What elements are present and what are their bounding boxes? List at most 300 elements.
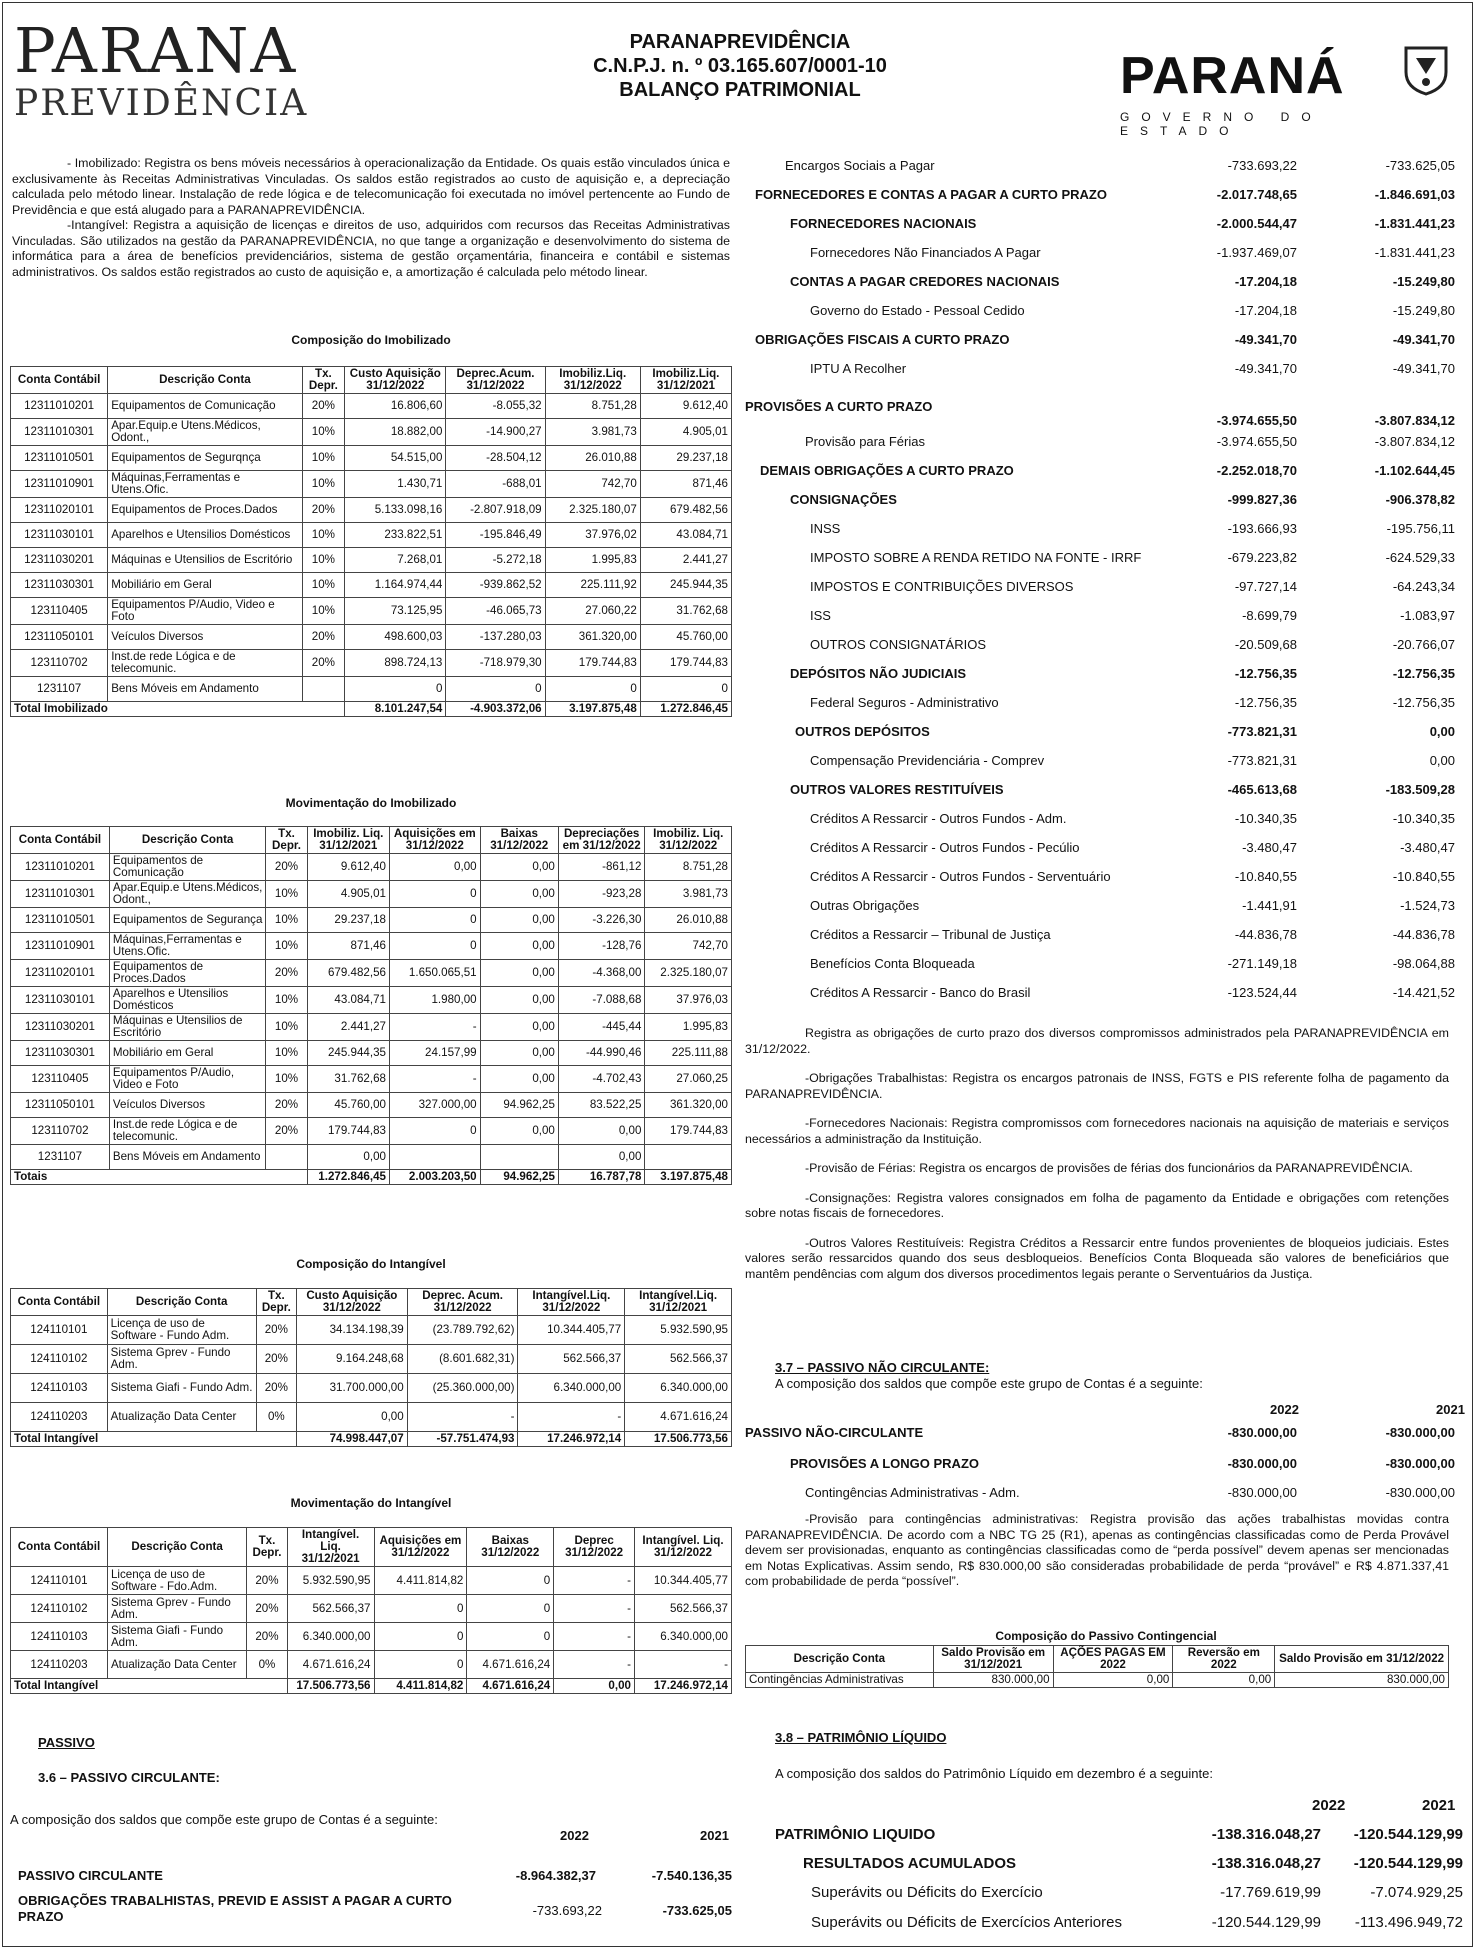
pcont-header-4: Saldo Provisão em 31/12/2022 bbox=[1275, 1646, 1449, 1673]
mov_imob-cell: 20% bbox=[266, 1093, 307, 1118]
comp_int-cell: Sistema Giafi - Fundo Adm. bbox=[107, 1374, 256, 1403]
comp_imob-cell: 0 bbox=[640, 677, 731, 702]
mov_int-cell: 4.671.616,24 bbox=[287, 1651, 374, 1679]
mov_int-cell: 5.932.590,95 bbox=[287, 1567, 374, 1595]
right-row bbox=[745, 956, 1467, 974]
comp_imob-cell: 16.806,60 bbox=[345, 394, 446, 419]
comp_imob-cell: Máquinas,Ferramentas e Utens.Ofic. bbox=[108, 471, 302, 498]
mov_imob-cell: 94.962,25 bbox=[480, 1093, 558, 1118]
right-row-label: ISS bbox=[810, 608, 831, 623]
comp_imob-cell: 0 bbox=[545, 677, 640, 702]
comp_imob-cell: Inst.de rede Lógica e de telecomunic. bbox=[108, 650, 302, 677]
right-row-2022: -44.836,78 bbox=[1234, 927, 1297, 942]
mov_imob-cell: 0,00 bbox=[558, 1118, 645, 1145]
comp_imob-row bbox=[11, 573, 732, 598]
mov_imob-cell bbox=[390, 1145, 481, 1170]
comp_imob-header-6: Imobiliz.Liq. 31/12/2021 bbox=[640, 367, 731, 394]
right-row-2021: -14.421,52 bbox=[1392, 985, 1455, 1000]
mov_imob-total-value: 94.962,25 bbox=[480, 1170, 558, 1185]
mov_imob-cell: 12311010501 bbox=[11, 908, 110, 933]
mov_imob-cell: 12311050101 bbox=[11, 1093, 110, 1118]
mov_imob-cell: 27.060,25 bbox=[645, 1066, 732, 1093]
mov_int-cell: 562.566,37 bbox=[635, 1595, 732, 1623]
comp_imob-total-value: 3.197.875,48 bbox=[545, 702, 640, 717]
right-row bbox=[745, 608, 1467, 626]
comp_imob-cell: 1.164.974,44 bbox=[345, 573, 446, 598]
mov_imob-cell: 1231107 bbox=[11, 1145, 110, 1170]
right-row-label: PROVISÕES A CURTO PRAZO bbox=[745, 399, 933, 414]
right-row-2022: -49.341,70 bbox=[1234, 332, 1297, 347]
right-row-label: FORNECEDORES NACIONAIS bbox=[790, 216, 977, 231]
comp_imob-cell: -688,01 bbox=[446, 471, 545, 498]
right-row-label: IMPOSTOS E CONTRIBUIÇÕES DIVERSOS bbox=[810, 579, 1074, 594]
comp_int-cell: 20% bbox=[256, 1374, 296, 1403]
comp_int-cell: 9.164.248,68 bbox=[296, 1345, 407, 1374]
mov_imob-row bbox=[11, 908, 732, 933]
logo-right-title: PARANÁ bbox=[1120, 47, 1345, 105]
right-row-label: OUTROS DEPÓSITOS bbox=[795, 724, 930, 739]
comp_int-cell: 0,00 bbox=[296, 1403, 407, 1432]
comp_int-header-5: Intangível.Liq. 31/12/2022 bbox=[518, 1289, 625, 1316]
mov_imob-cell: 0 bbox=[390, 908, 481, 933]
right-row-label: Outras Obrigações bbox=[810, 898, 920, 913]
mov_imob-header-2: Tx. Depr. bbox=[266, 827, 307, 854]
mov_int-cell: 0 bbox=[467, 1567, 554, 1595]
pl-row-2021: -120.544.129,99 bbox=[1353, 1826, 1463, 1843]
comp_int-cell: (25.360.000,00) bbox=[407, 1374, 518, 1403]
mov_imob-cell: 2.325.180,07 bbox=[645, 960, 732, 987]
comp_imob-cell: 20% bbox=[302, 498, 345, 523]
mov_imob-cell: 0,00 bbox=[480, 908, 558, 933]
pnc-row bbox=[745, 1425, 1467, 1443]
pnc-year-2021: 2021 bbox=[1436, 1402, 1465, 1417]
comp_imob-cell: -14.900,27 bbox=[446, 419, 545, 446]
passivo-circulante-heading: 3.6 – PASSIVO CIRCULANTE: bbox=[38, 1770, 220, 1785]
right-row-2022: -679.223,82 bbox=[1227, 550, 1297, 565]
mov_imob-row bbox=[11, 854, 732, 881]
mov_imob-header-7: Imobiliz. Liq. 31/12/2022 bbox=[645, 827, 732, 854]
mov_imob-cell: 0,00 bbox=[390, 854, 481, 881]
comp_imob-cell: Mobiliário em Geral bbox=[108, 573, 302, 598]
mov_imob-cell: 12311030201 bbox=[11, 1014, 110, 1041]
mov_imob-cell: 10% bbox=[266, 908, 307, 933]
mov_int-row bbox=[11, 1595, 732, 1623]
logo-right-subtitle: GOVERNO DO ESTADO bbox=[1120, 110, 1323, 138]
mov_imob-cell: 10% bbox=[266, 1066, 307, 1093]
mov_int-header-6: Deprec 31/12/2022 bbox=[554, 1528, 635, 1567]
comp_imob-cell: 27.060,22 bbox=[545, 598, 640, 625]
comp_imob-row bbox=[11, 625, 732, 650]
right-row bbox=[745, 550, 1467, 568]
right-row-2021: -49.341,70 bbox=[1392, 332, 1455, 347]
right-row-2021: -64.243,34 bbox=[1392, 579, 1455, 594]
pcont-desc: Contingências Administrativas bbox=[746, 1673, 934, 1688]
mov_imob-cell: - bbox=[390, 1014, 481, 1041]
mov-int-table bbox=[10, 1527, 732, 1694]
mov_imob-total-value: 16.787,78 bbox=[558, 1170, 645, 1185]
right-row-label: Compensação Previdenciária - Comprev bbox=[810, 753, 1045, 768]
mov_imob-row bbox=[11, 1118, 732, 1145]
passivo-circulante-breakdown bbox=[745, 158, 1467, 1008]
paranaprevidencia-logo bbox=[14, 14, 309, 124]
right-row-2022: -10.840,55 bbox=[1234, 869, 1297, 884]
comp_int-cell: 6.340.000,00 bbox=[625, 1374, 732, 1403]
right-row-2022: -2.017.748,65 bbox=[1216, 187, 1297, 202]
comp_imob-cell: 20% bbox=[302, 394, 345, 419]
pl-year-2022: 2022 bbox=[1312, 1797, 1346, 1814]
comp_imob-cell: 1.995,83 bbox=[545, 548, 640, 573]
mov_int-header-4: Aquisições em 31/12/2022 bbox=[374, 1528, 467, 1567]
comp_imob-cell: 29.237,18 bbox=[640, 446, 731, 471]
mov_imob-cell: 1.650.065,51 bbox=[390, 960, 481, 987]
mov_int-cell: 20% bbox=[247, 1595, 287, 1623]
mov_imob-cell: 31.762,68 bbox=[307, 1066, 389, 1093]
comp_int-row bbox=[11, 1374, 732, 1403]
comp_imob-cell: -5.272,18 bbox=[446, 548, 545, 573]
comp_int-cell: Sistema Gprev - Fundo Adm. bbox=[107, 1345, 256, 1374]
right-row-2021: -12.756,35 bbox=[1392, 666, 1455, 681]
right-row-label: Provisão para Férias bbox=[805, 434, 925, 449]
pnc-row-2021: -830.000,00 bbox=[1385, 1425, 1455, 1440]
mov_imob-cell: 12311010901 bbox=[11, 933, 110, 960]
pcont-row bbox=[746, 1673, 1449, 1688]
comp_int-cell: 124110102 bbox=[11, 1345, 108, 1374]
parana-crest-icon bbox=[1402, 44, 1450, 96]
comp_int-header-4: Deprec. Acum. 31/12/2022 bbox=[407, 1289, 518, 1316]
mov_imob-header-5: Baixas 31/12/2022 bbox=[480, 827, 558, 854]
right-row-2021: -1.083,97 bbox=[1400, 608, 1455, 623]
mov_imob-cell: -445,44 bbox=[558, 1014, 645, 1041]
mov_imob-cell: 245.944,35 bbox=[307, 1041, 389, 1066]
mov_imob-cell: 179.744,83 bbox=[307, 1118, 389, 1145]
pcont-header-0: Descrição Conta bbox=[746, 1646, 934, 1673]
mov_imob-cell: 0 bbox=[390, 881, 481, 908]
document-header bbox=[560, 30, 920, 102]
comp_int-cell: 0% bbox=[256, 1403, 296, 1432]
passivo-notes bbox=[745, 1026, 1449, 1282]
right-row-2022: -2.252.018,70 bbox=[1216, 463, 1297, 478]
pl-row-2022: -17.769.619,99 bbox=[1220, 1884, 1321, 1901]
right-row-2021: -10.840,55 bbox=[1392, 869, 1455, 884]
comp_imob-total-label: Total Imobilizado bbox=[11, 702, 345, 717]
mov_int-header-2: Tx. Depr. bbox=[247, 1528, 287, 1567]
comp_imob-cell: Equipamentos P/Audio, Video e Foto bbox=[108, 598, 302, 625]
pc-2021: -7.540.136,35 bbox=[651, 1868, 732, 1883]
mov_imob-total-value: 2.003.203,50 bbox=[390, 1170, 481, 1185]
right-row-label: OUTROS CONSIGNATÁRIOS bbox=[810, 637, 986, 652]
right-row bbox=[745, 898, 1467, 916]
comp_imob-row bbox=[11, 523, 732, 548]
comp_imob-cell: 10% bbox=[302, 471, 345, 498]
mov_imob-cell: -128,76 bbox=[558, 933, 645, 960]
mov_int-cell: 124110203 bbox=[11, 1651, 108, 1679]
comp_imob-cell: 18.882,00 bbox=[345, 419, 446, 446]
pl-row-2022: -138.316.048,27 bbox=[1211, 1826, 1321, 1843]
right-row-2021: -20.766,07 bbox=[1392, 637, 1455, 652]
right-row bbox=[745, 158, 1467, 176]
mov_int-header-5: Baixas 31/12/2022 bbox=[467, 1528, 554, 1567]
mov_int-cell: 6.340.000,00 bbox=[287, 1623, 374, 1651]
mov_int-cell: 124110101 bbox=[11, 1567, 108, 1595]
mov_imob-cell bbox=[645, 1145, 732, 1170]
mov_int-cell: Atualização Data Center bbox=[107, 1651, 246, 1679]
mov_imob-cell: 12311030301 bbox=[11, 1041, 110, 1066]
mov_imob-cell: Inst.de rede Lógica e de telecomunic. bbox=[109, 1118, 266, 1145]
comp_imob-header-3: Custo Aquisição 31/12/2022 bbox=[345, 367, 446, 394]
mov_imob-cell: 2.441,27 bbox=[307, 1014, 389, 1041]
mov_imob-cell: 12311020101 bbox=[11, 960, 110, 987]
comp_int-cell: Licença de uso de Software - Fundo Adm. bbox=[107, 1316, 256, 1345]
passivo-heading: PASSIVO bbox=[38, 1735, 95, 1750]
mov_imob-cell: Bens Móveis em Andamento bbox=[109, 1145, 266, 1170]
right-row-2022: -3.480,47 bbox=[1242, 840, 1297, 855]
right-row-2021: -1.831.441,23 bbox=[1374, 216, 1455, 231]
comp_int-total-value: 17.506.773,56 bbox=[625, 1432, 732, 1447]
right-row bbox=[745, 216, 1467, 234]
comp_imob-cell: Veículos Diversos bbox=[108, 625, 302, 650]
right-row-2022: -10.340,35 bbox=[1234, 811, 1297, 826]
comp_imob-row bbox=[11, 498, 732, 523]
comp_imob-cell: 123110702 bbox=[11, 650, 108, 677]
pnc-row-2022: -830.000,00 bbox=[1227, 1456, 1297, 1471]
mov_imob-row bbox=[11, 1093, 732, 1118]
mov_int-total-value: 0,00 bbox=[554, 1679, 635, 1694]
mov_int-cell: 124110103 bbox=[11, 1623, 108, 1651]
pnc-row-label: PASSIVO NÃO-CIRCULANTE bbox=[745, 1425, 924, 1440]
pcont-saldo-2021: 830.000,00 bbox=[933, 1673, 1053, 1688]
pl-intro: A composição dos saldos do Patrimônio Líquido em dezembro é a seguinte: bbox=[775, 1766, 1213, 1781]
mov_imob-cell: 20% bbox=[266, 854, 307, 881]
comp_imob-cell: 12311010201 bbox=[11, 394, 108, 419]
comp_imob-cell: 871,46 bbox=[640, 471, 731, 498]
comp_imob-cell: 179.744,83 bbox=[545, 650, 640, 677]
pl-row-label: Superávits ou Déficits do Exercício bbox=[811, 1884, 1043, 1901]
mov_imob-cell: 742,70 bbox=[645, 933, 732, 960]
mov_imob-cell: 0,00 bbox=[480, 933, 558, 960]
mov_imob-cell: 0,00 bbox=[480, 960, 558, 987]
mov_imob-row bbox=[11, 1066, 732, 1093]
right-row-label: INSS bbox=[810, 521, 841, 536]
pcont-header-3: Reversão em 2022 bbox=[1173, 1646, 1275, 1673]
comp_imob-cell: -939.862,52 bbox=[446, 573, 545, 598]
comp_int-cell: (23.789.792,62) bbox=[407, 1316, 518, 1345]
mov_imob-cell: 1.995,83 bbox=[645, 1014, 732, 1041]
right-row-2022: -17.204,18 bbox=[1234, 274, 1297, 289]
mov_int-cell: - bbox=[554, 1651, 635, 1679]
right-row-label: OUTROS VALORES RESTITUÍVEIS bbox=[790, 782, 1004, 797]
mov_int-total-row bbox=[11, 1679, 732, 1694]
mov_imob-cell: 20% bbox=[266, 960, 307, 987]
comp_imob-row bbox=[11, 419, 732, 446]
comp_imob-cell: 1231107 bbox=[11, 677, 108, 702]
pcont-caption: Composição do Passivo Contingencial bbox=[995, 1629, 1217, 1643]
right-row-label: Encargos Sociais a Pagar bbox=[785, 158, 935, 173]
comp_imob-row bbox=[11, 598, 732, 625]
right-row-label: IMPOSTO SOBRE A RENDA RETIDO NA FONTE - IRRF bbox=[810, 550, 1142, 565]
mov_int-cell: Sistema Giafi - Fundo Adm. bbox=[107, 1623, 246, 1651]
right-row-2021: -1.102.644,45 bbox=[1374, 463, 1455, 478]
right-row bbox=[745, 695, 1467, 713]
comp_imob-total-row bbox=[11, 702, 732, 717]
note-fornecedores: -Fornecedores Nacionais: Registra compromissos com fornecedores nacionais na aquisição de materiais e serviços necessários a administração da Instituição. bbox=[745, 1116, 1449, 1146]
comp_imob-cell: Bens Móveis em Andamento bbox=[108, 677, 302, 702]
pcont-table bbox=[745, 1645, 1449, 1688]
comp_imob-cell: 742,70 bbox=[545, 471, 640, 498]
mov_imob-cell: 12311010301 bbox=[11, 881, 110, 908]
mov_imob-cell: Apar.Equip.e Utens.Médicos, Odont., bbox=[109, 881, 266, 908]
pnc-heading: 3.7 – PASSIVO NÃO CIRCULANTE: bbox=[775, 1360, 990, 1375]
comp_imob-header-5: Imobiliz.Liq. 31/12/2022 bbox=[545, 367, 640, 394]
comp_imob-cell: Aparelhos e Utensilios Domésticos bbox=[108, 523, 302, 548]
pl-row-label: PATRIMÔNIO LIQUIDO bbox=[775, 1826, 936, 1843]
mov_imob-cell bbox=[480, 1145, 558, 1170]
comp_imob-total-value: 1.272.846,45 bbox=[640, 702, 731, 717]
note-obrigacoes: -Obrigações Trabalhistas: Registra os encargos patronais de INSS, FGTS e PIS referente folha de pagamento da PARANAPREVIDÊNCIA. bbox=[745, 1071, 1449, 1101]
mov_imob-row bbox=[11, 1014, 732, 1041]
right-row-2022: -49.341,70 bbox=[1234, 361, 1297, 376]
mov_imob-total-value: 3.197.875,48 bbox=[645, 1170, 732, 1185]
right-row-2021: -3.807.834,12 bbox=[1374, 434, 1455, 449]
comp_imob-cell: 12311030201 bbox=[11, 548, 108, 573]
mov_imob-cell: 12311030101 bbox=[11, 987, 110, 1014]
mov_imob-cell: 3.981,73 bbox=[645, 881, 732, 908]
comp-imob-table bbox=[10, 366, 732, 717]
mov_int-cell: 0 bbox=[374, 1623, 467, 1651]
comp_imob-cell: 225.111,92 bbox=[545, 573, 640, 598]
comp_imob-row bbox=[11, 446, 732, 471]
pnc-row-2021: -830.000,00 bbox=[1385, 1456, 1455, 1471]
right-row bbox=[745, 927, 1467, 945]
mov-imob-caption: Movimentação do Imobilizado bbox=[285, 796, 457, 810]
mov_imob-cell: 0,00 bbox=[480, 881, 558, 908]
mov_imob-cell: 0,00 bbox=[480, 854, 558, 881]
org-name: PARANAPREVIDÊNCIA bbox=[629, 31, 851, 53]
right-row-2021: -12.756,35 bbox=[1392, 695, 1455, 710]
mov_imob-total-row bbox=[11, 1170, 732, 1185]
mov_imob-cell: 0,00 bbox=[480, 987, 558, 1014]
right-row-2022: -12.756,35 bbox=[1234, 666, 1297, 681]
comp_int-cell: - bbox=[407, 1403, 518, 1432]
mov_int-header-7: Intangível. Liq. 31/12/2022 bbox=[635, 1528, 732, 1567]
mov_int-cell: - bbox=[554, 1623, 635, 1651]
right-row-label: Créditos A Ressarcir - Outros Fundos - Pecúlio bbox=[810, 840, 1080, 855]
pl-year-2021: 2021 bbox=[1422, 1797, 1456, 1814]
comp_imob-cell: 898.724,13 bbox=[345, 650, 446, 677]
comp_int-cell: 5.932.590,95 bbox=[625, 1316, 732, 1345]
intro-imobilizado: - Imobilizado: Registra os bens móveis necessários à operacionalização da Entidade. Os quais estão vinculados única e exclusivamente às Receitas Administrativas Vinculadas. Os saldos estão registrados ao custo de aquisição e, a depreciação calculada pelo método linear. Instalação de rede lógica e de telecomunicação foi executada no imóvel pertencente ao Fundo de Previdência e que está alugado para a PARANAPREVIDÊNCIA. bbox=[12, 156, 730, 217]
comp_imob-total-value: 8.101.247,54 bbox=[345, 702, 446, 717]
pnc-note-text: -Provisão para contingências administrativas: Registra provisão das ações trabalhistas movidas contra PARANAPREVIDÊNCIA. De acordo com a NBC TG 25 (R1), apenas as contingências classificadas como de Perda Provável devem ser provisionadas, enquanto as contingências classificadas como de “perda possível” devem apenas ser mencionadas em Notas Explicativas. Assim sendo, R$ 830.000,00 são consideradas probabilidade de perda “provável” e R$ 4.871.337,41 com probabilidade de perda “possível”. bbox=[745, 1512, 1449, 1588]
pnc-row-2022: -830.000,00 bbox=[1227, 1425, 1297, 1440]
right-row bbox=[745, 811, 1467, 829]
comp_int-cell: 562.566,37 bbox=[518, 1345, 625, 1374]
comp_imob-cell: 20% bbox=[302, 650, 345, 677]
pnc-row-label: Contingências Administrativas - Adm. bbox=[805, 1485, 1020, 1500]
pnc-row-label: PROVISÕES A LONGO PRAZO bbox=[790, 1456, 980, 1471]
mov_imob-cell: 0 bbox=[390, 1118, 481, 1145]
mov_imob-cell: 12311010201 bbox=[11, 854, 110, 881]
comp_int-total-value: -57.751.474,93 bbox=[407, 1432, 518, 1447]
comp_imob-cell: 20% bbox=[302, 625, 345, 650]
mov_imob-cell: 361.320,00 bbox=[645, 1093, 732, 1118]
mov_int-cell: 0 bbox=[374, 1651, 467, 1679]
mov_imob-cell: 9.612,40 bbox=[307, 854, 389, 881]
mov_imob-cell: 0,00 bbox=[480, 1118, 558, 1145]
passivo-year-2021: 2021 bbox=[700, 1828, 729, 1843]
comp_int-total-row bbox=[11, 1432, 732, 1447]
mov_imob-cell: -923,28 bbox=[558, 881, 645, 908]
passivo-year-2022: 2022 bbox=[560, 1828, 589, 1843]
mov_imob-cell: 29.237,18 bbox=[307, 908, 389, 933]
comp_int-cell: 20% bbox=[256, 1316, 296, 1345]
comp_int-total-value: 17.246.972,14 bbox=[518, 1432, 625, 1447]
cnpj: C.N.P.J. n. º 03.165.607/0001-10 bbox=[593, 55, 887, 77]
comp_imob-row bbox=[11, 394, 732, 419]
right-row-2021: -3.480,47 bbox=[1400, 840, 1455, 855]
mov_int-cell: 124110102 bbox=[11, 1595, 108, 1623]
mov_imob-cell: 26.010,88 bbox=[645, 908, 732, 933]
comp_imob-cell: 10% bbox=[302, 573, 345, 598]
mov_int-header-1: Descrição Conta bbox=[107, 1528, 246, 1567]
right-row bbox=[745, 187, 1467, 205]
comp_int-cell: 10.344.405,77 bbox=[518, 1316, 625, 1345]
comp_int-cell: 124110203 bbox=[11, 1403, 108, 1432]
mov_imob-cell: Mobiliário em Geral bbox=[109, 1041, 266, 1066]
comp_imob-cell: 12311030101 bbox=[11, 523, 108, 548]
right-row-2021: -1.846.691,03 bbox=[1374, 187, 1455, 202]
mov_imob-cell: 327.000,00 bbox=[390, 1093, 481, 1118]
right-row-2021: -15.249,80 bbox=[1392, 274, 1455, 289]
mov_imob-cell: 0,00 bbox=[558, 1145, 645, 1170]
comp_imob-cell: 10% bbox=[302, 523, 345, 548]
note-curto-prazo: Registra as obrigações de curto prazo dos diversos compromissos administrados pela PARANAPREVIDÊNCIA em 31/12/2022. bbox=[745, 1026, 1449, 1056]
mov_int-header-3: Intangível. Liq. 31/12/2021 bbox=[287, 1528, 374, 1567]
mov_imob-header-6: Depreciações em 31/12/2022 bbox=[558, 827, 645, 854]
logo-left-line1: PARANA bbox=[14, 14, 298, 87]
right-row-label: OBRIGAÇÕES FISCAIS A CURTO PRAZO bbox=[755, 332, 1010, 347]
comp_int-cell: 562.566,37 bbox=[625, 1345, 732, 1374]
comp_int-row bbox=[11, 1403, 732, 1432]
mov_imob-cell: -861,12 bbox=[558, 854, 645, 881]
mov_imob-cell: Equipamentos de Proces.Dados bbox=[109, 960, 266, 987]
comp_imob-header-1: Descrição Conta bbox=[108, 367, 302, 394]
comp-int-table bbox=[10, 1288, 732, 1447]
comp_imob-cell: -46.065,73 bbox=[446, 598, 545, 625]
right-row-2021: -15.249,80 bbox=[1392, 303, 1455, 318]
mov_imob-cell: 0,00 bbox=[480, 1014, 558, 1041]
mov_imob-header-3: Imobiliz. Liq. 31/12/2021 bbox=[307, 827, 389, 854]
right-row-2021: 0,00 bbox=[1429, 724, 1455, 739]
mov_int-cell: 10.344.405,77 bbox=[635, 1567, 732, 1595]
right-row-2022: -271.149,18 bbox=[1227, 956, 1297, 971]
mov_imob-cell: 179.744,83 bbox=[645, 1118, 732, 1145]
comp_imob-cell: 7.268,01 bbox=[345, 548, 446, 573]
comp_imob-cell: 12311010301 bbox=[11, 419, 108, 446]
right-row-2022: -2.000.544,47 bbox=[1216, 216, 1297, 231]
comp_imob-cell: 31.762,68 bbox=[640, 598, 731, 625]
comp_int-cell: 124110101 bbox=[11, 1316, 108, 1345]
mov_int-total-value: 17.506.773,56 bbox=[287, 1679, 374, 1694]
mov_imob-cell: -44.990,46 bbox=[558, 1041, 645, 1066]
right-row bbox=[745, 361, 1467, 379]
right-row-label: Créditos A Ressarcir - Outros Fundos - Adm. bbox=[810, 811, 1067, 826]
mov_imob-cell: 10% bbox=[266, 1041, 307, 1066]
right-row bbox=[745, 434, 1467, 452]
pnc-row-2021: -830.000,00 bbox=[1385, 1485, 1455, 1500]
mov_imob-row bbox=[11, 1145, 732, 1170]
pnc-rows bbox=[745, 1425, 1467, 1505]
comp_imob-cell: 679.482,56 bbox=[640, 498, 731, 523]
